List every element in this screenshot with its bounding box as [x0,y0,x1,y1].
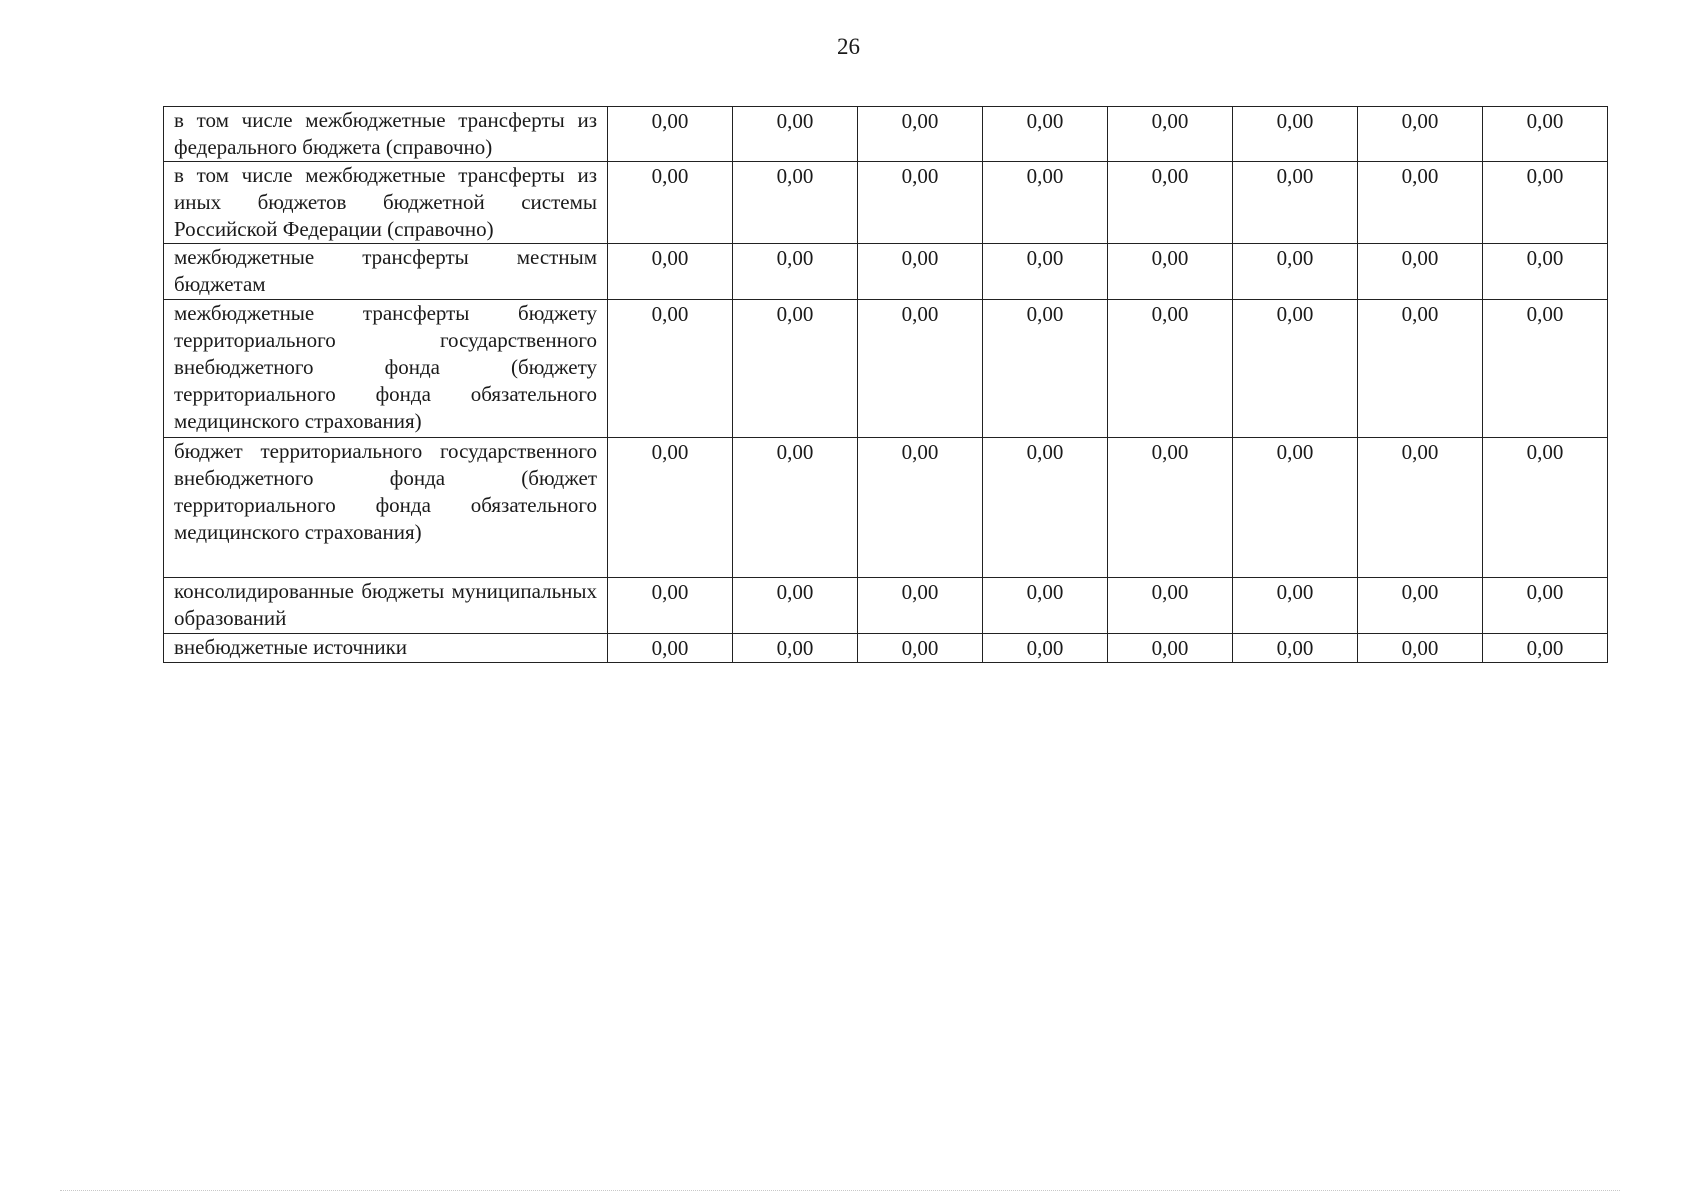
value-cell: 0,00 [608,162,733,244]
page-number: 26 [837,34,860,59]
value-cell: 0,00 [1483,634,1608,663]
table-row [164,162,1608,244]
value-cell: 0,00 [1358,634,1483,663]
row-label: бюджет территориального государственного внебюджетного фонда (бюджет территориального фонда обязательного медицинского страхования) [164,438,608,578]
value-cell: 0,00 [1483,244,1608,300]
value-cell: 0,00 [1483,578,1608,634]
value-cell: 0,00 [608,244,733,300]
value-cell: 0,00 [608,634,733,663]
value-cell: 0,00 [858,162,983,244]
value-cell: 0,00 [1233,107,1358,162]
value-cell: 0,00 [858,634,983,663]
value-cell: 0,00 [858,438,983,578]
value-cell: 0,00 [733,634,858,663]
table-row [164,107,1608,162]
value-cell: 0,00 [1358,162,1483,244]
value-cell: 0,00 [1108,244,1233,300]
value-cell: 0,00 [1233,578,1358,634]
value-cell: 0,00 [1233,300,1358,438]
value-cell: 0,00 [733,438,858,578]
value-cell: 0,00 [1233,244,1358,300]
row-label: в том числе межбюджетные трансферты из иных бюджетов бюджетной системы Российской Федерации (справочно) [164,162,608,244]
value-cell: 0,00 [1358,438,1483,578]
row-label: внебюджетные источники [164,634,608,663]
value-cell: 0,00 [608,107,733,162]
table-row [164,634,1608,663]
value-cell: 0,00 [1108,438,1233,578]
value-cell: 0,00 [983,634,1108,663]
value-cell: 0,00 [983,162,1108,244]
value-cell: 0,00 [858,107,983,162]
row-label: в том числе межбюджетные трансферты из федерального бюджета (справочно) [164,107,608,162]
value-cell: 0,00 [1483,300,1608,438]
table-row [164,244,1608,300]
value-cell: 0,00 [858,244,983,300]
budget-table-container [163,106,1607,663]
value-cell: 0,00 [608,438,733,578]
value-cell: 0,00 [733,107,858,162]
scan-edge-divider [60,1190,1620,1191]
value-cell: 0,00 [1108,162,1233,244]
value-cell: 0,00 [983,578,1108,634]
value-cell: 0,00 [1358,300,1483,438]
value-cell: 0,00 [858,300,983,438]
value-cell: 0,00 [1358,244,1483,300]
value-cell: 0,00 [858,578,983,634]
value-cell: 0,00 [1108,300,1233,438]
value-cell: 0,00 [1108,578,1233,634]
value-cell: 0,00 [1358,107,1483,162]
value-cell: 0,00 [983,107,1108,162]
value-cell: 0,00 [733,300,858,438]
value-cell: 0,00 [1483,107,1608,162]
value-cell: 0,00 [608,300,733,438]
value-cell: 0,00 [1358,578,1483,634]
row-label: консолидированные бюджеты муниципальных образований [164,578,608,634]
value-cell: 0,00 [1483,438,1608,578]
value-cell: 0,00 [733,244,858,300]
row-label: межбюджетные трансферты местным бюджетам [164,244,608,300]
value-cell: 0,00 [608,578,733,634]
value-cell: 0,00 [983,244,1108,300]
value-cell: 0,00 [983,438,1108,578]
table-row [164,578,1608,634]
value-cell: 0,00 [1233,634,1358,663]
row-label: межбюджетные трансферты бюджету территориального государственного внебюджетного фонда (бюджету территориального фонда обязательного медицинского страхования) [164,300,608,438]
table-row [164,300,1608,438]
value-cell: 0,00 [1108,634,1233,663]
budget-table [163,106,1608,663]
value-cell: 0,00 [1233,438,1358,578]
value-cell: 0,00 [733,578,858,634]
value-cell: 0,00 [1483,162,1608,244]
value-cell: 0,00 [1233,162,1358,244]
value-cell: 0,00 [733,162,858,244]
value-cell: 0,00 [1108,107,1233,162]
table-row [164,438,1608,578]
value-cell: 0,00 [983,300,1108,438]
